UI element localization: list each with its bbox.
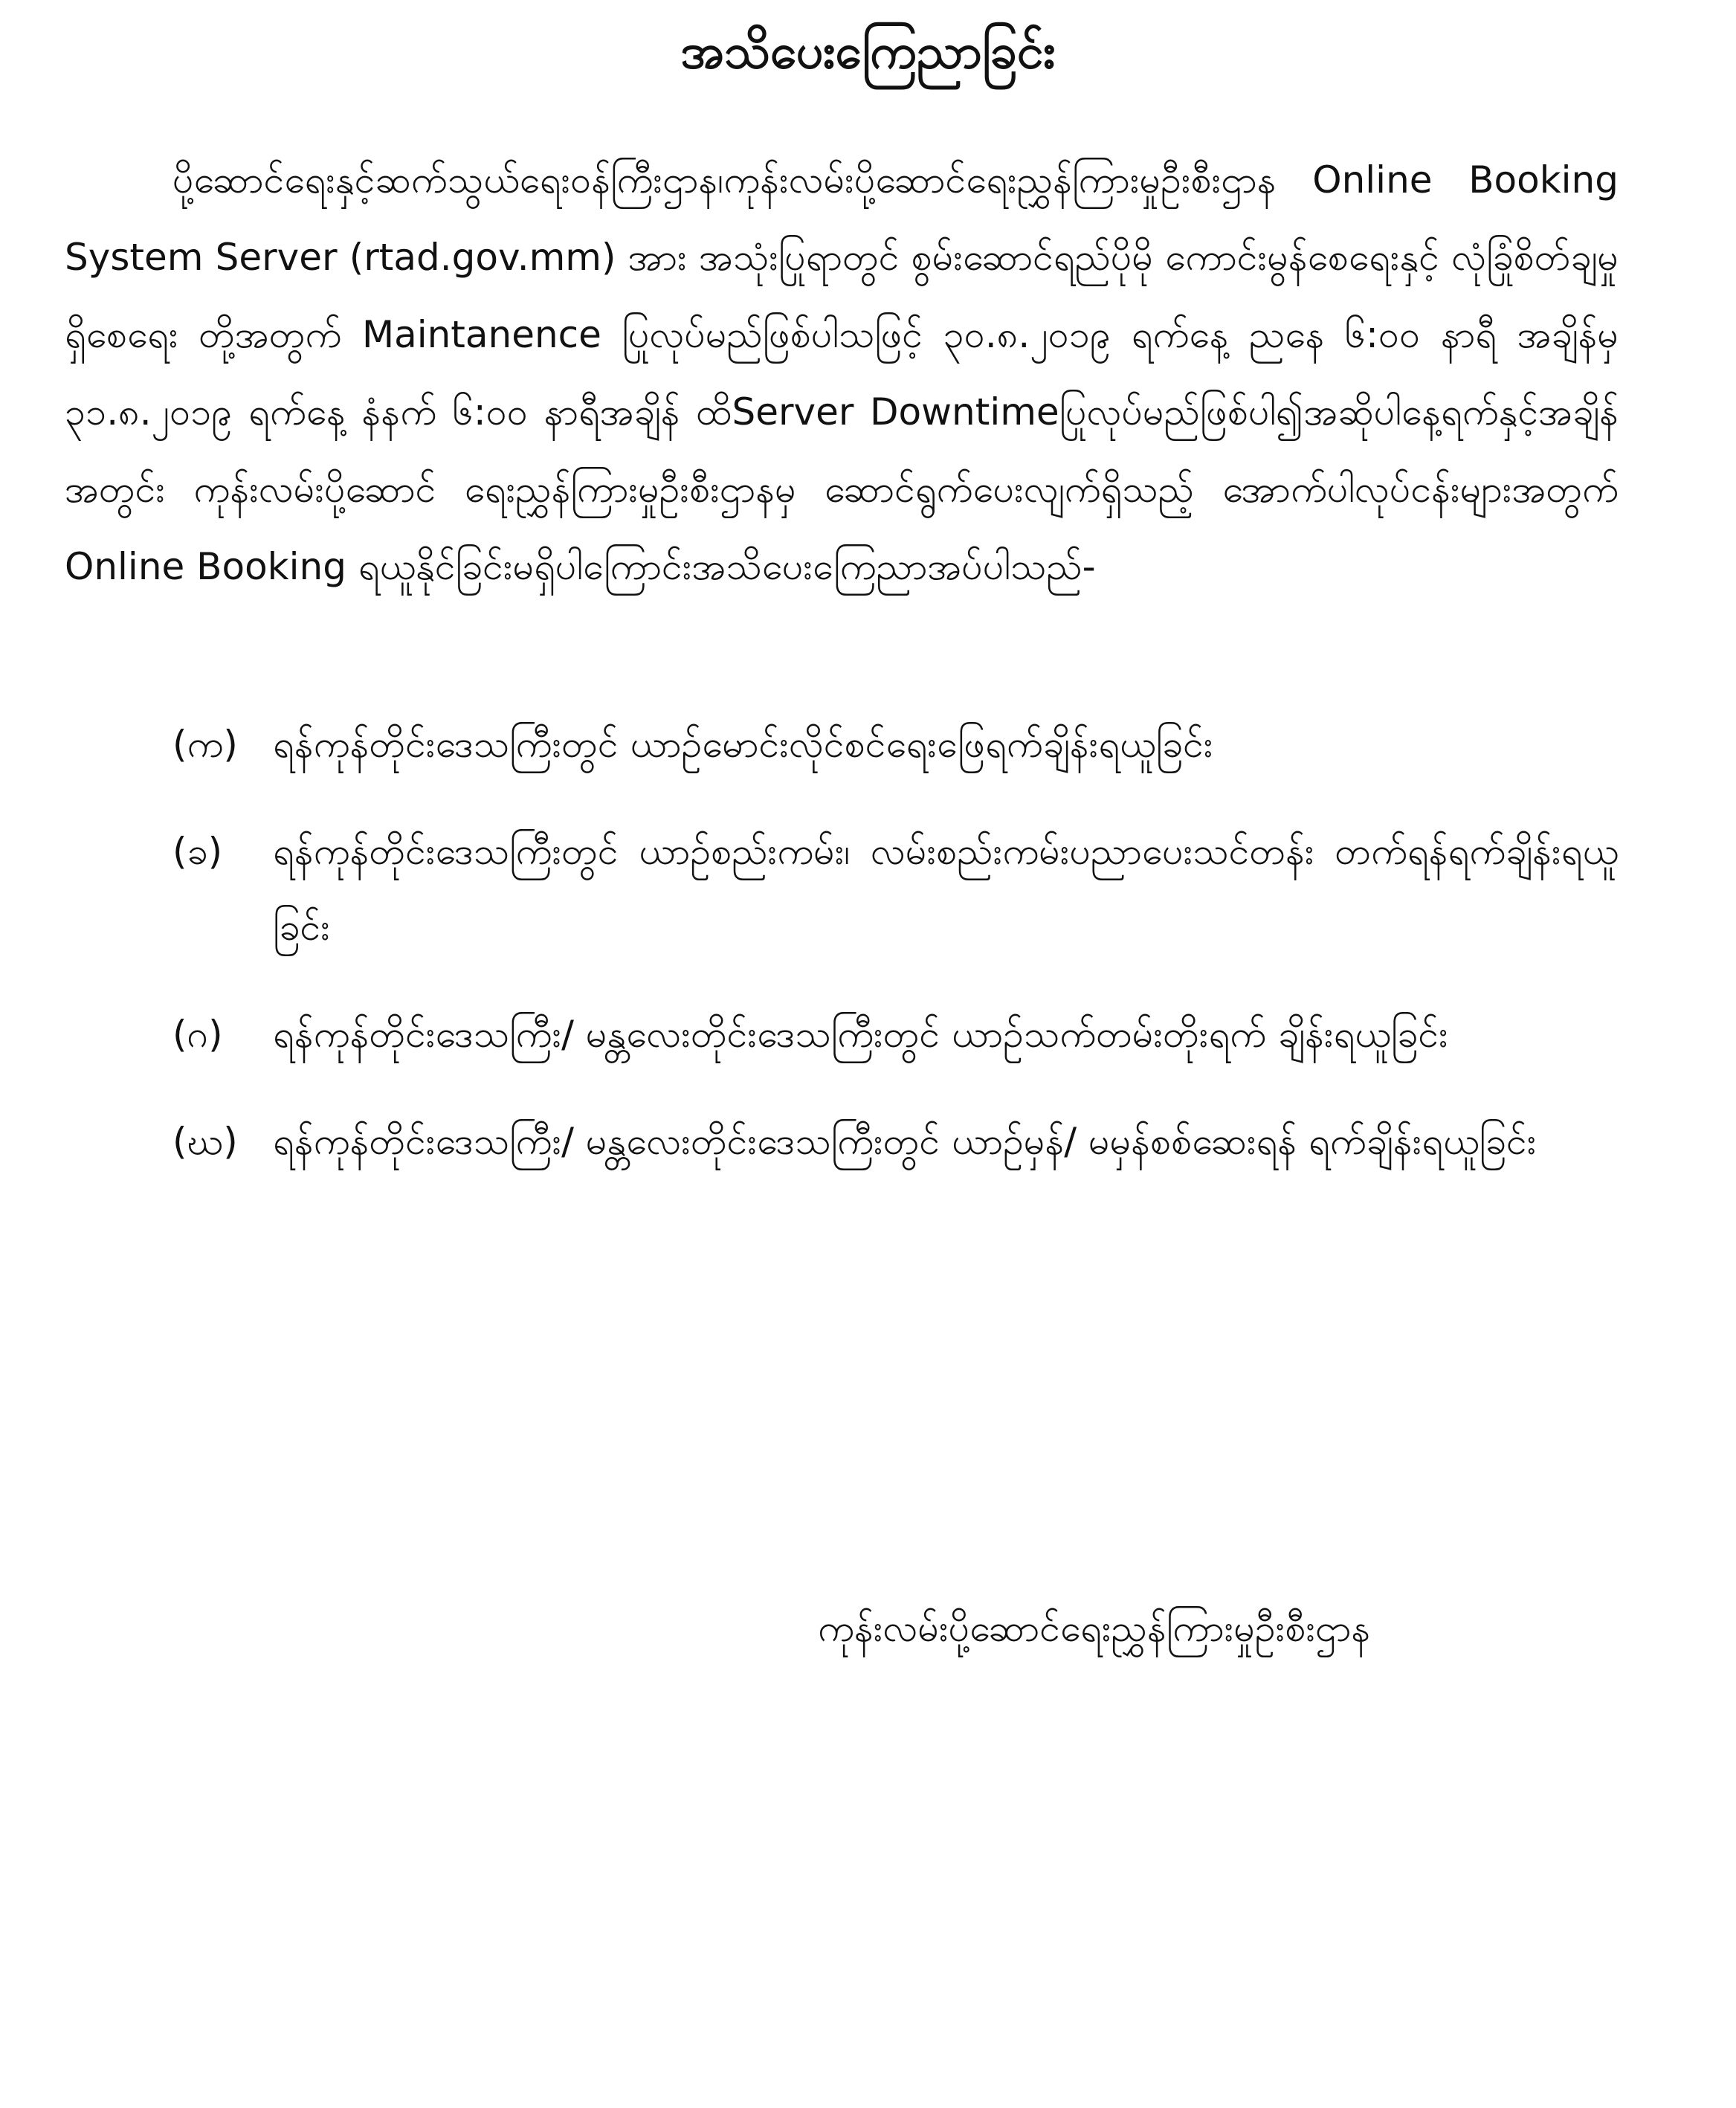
- list-item-text: ရန်ကုန်တိုင်းဒေသကြီး/ မန္တလေးတိုင်းဒေသကြီးတွင် ယာဉ်မှန်/ မမှန်စစ်ဆေးရန် ရက်ချိန်းရယူခြင်း: [273, 1120, 1537, 1163]
- list-item-text: ရန်ကုန်တိုင်းဒေသကြီးတွင် ယာဉ်စည်းကမ်း၊ လမ်းစည်းကမ်းပညာပေးသင်တန်း တက်ရန်ရက်ချိန်းရယူခြင်း: [273, 830, 1619, 949]
- list-item-text: ရန်ကုန်တိုင်းဒေသကြီး/ မန္တလေးတိုင်းဒေသကြီးတွင် ယာဉ်သက်တမ်းတိုးရက် ချိန်းရယူခြင်း: [273, 1013, 1448, 1056]
- list-item-marker: (ခ): [172, 830, 223, 873]
- notice-body-paragraph: ပို့ဆောင်ရေးနှင့်ဆက်သွယ်ရေးဝန်ကြီးဌာန၊ကုန်းလမ်းပို့ဆောင်ရေးညွှန်ကြားမှုဦးစီးဌာန Online Booking System Server (rtad.gov.mm) အား အသုံးပြုရာတွင် စွမ်းဆောင်ရည်ပိုမို ကောင်းမွန်စေရေးနှင့် လုံခြုံစိတ်ချမှုရှိစေရေး တို့အတွက် Maintanence ပြုလုပ်မည်ဖြစ်ပါသဖြင့် ၃၀.၈.၂၀၁၉ ရက်နေ့ ညနေ ၆:၀၀ နာရီ အချိန်မှ ၃၁.၈.၂၀၁၉ ရက်နေ့ နံနက် ၆:၀၀ နာရီအချိန် ထိServer Downtimeပြုလုပ်မည်ဖြစ်ပါ၍အဆိုပါနေ့ရက်နှင့်အချိန်အတွင်း ကုန်းလမ်းပို့ဆောင် ရေးညွှန်ကြားမှုဦးစီးဌာနမှ ဆောင်ရွက်ပေးလျက်ရှိသည့် အောက်ပါလုပ်ငန်းများအတွက် Online Booking ရယူနိုင်ခြင်းမရှိပါကြောင်းအသိပေးကြေညာအပ်ပါသည်-: [65, 158, 1619, 588]
- list-item: [172, 706, 1619, 782]
- list-item: [172, 996, 1619, 1072]
- list-item-text: ရန်ကုန်တိုင်းဒေသကြီးတွင် ယာဉ်မောင်းလိုင်စင်ရေးဖြေရက်ချိန်းရယူခြင်း: [273, 723, 1213, 766]
- list-item: [172, 1103, 1619, 1179]
- list-item-marker: (က): [172, 723, 238, 766]
- list-item-marker: (ဃ): [172, 1120, 238, 1163]
- issuing-department-signature: ကုန်းလမ်းပို့ဆောင်ရေးညွှန်ကြားမှုဦးစီးဌာန: [818, 1607, 1371, 1650]
- list-item-marker: (ဂ): [172, 1013, 223, 1056]
- list-item: [172, 813, 1619, 965]
- notice-title: အသိပေးကြေညာခြင်း: [680, 25, 1056, 80]
- affected-services-list: [172, 706, 1619, 1211]
